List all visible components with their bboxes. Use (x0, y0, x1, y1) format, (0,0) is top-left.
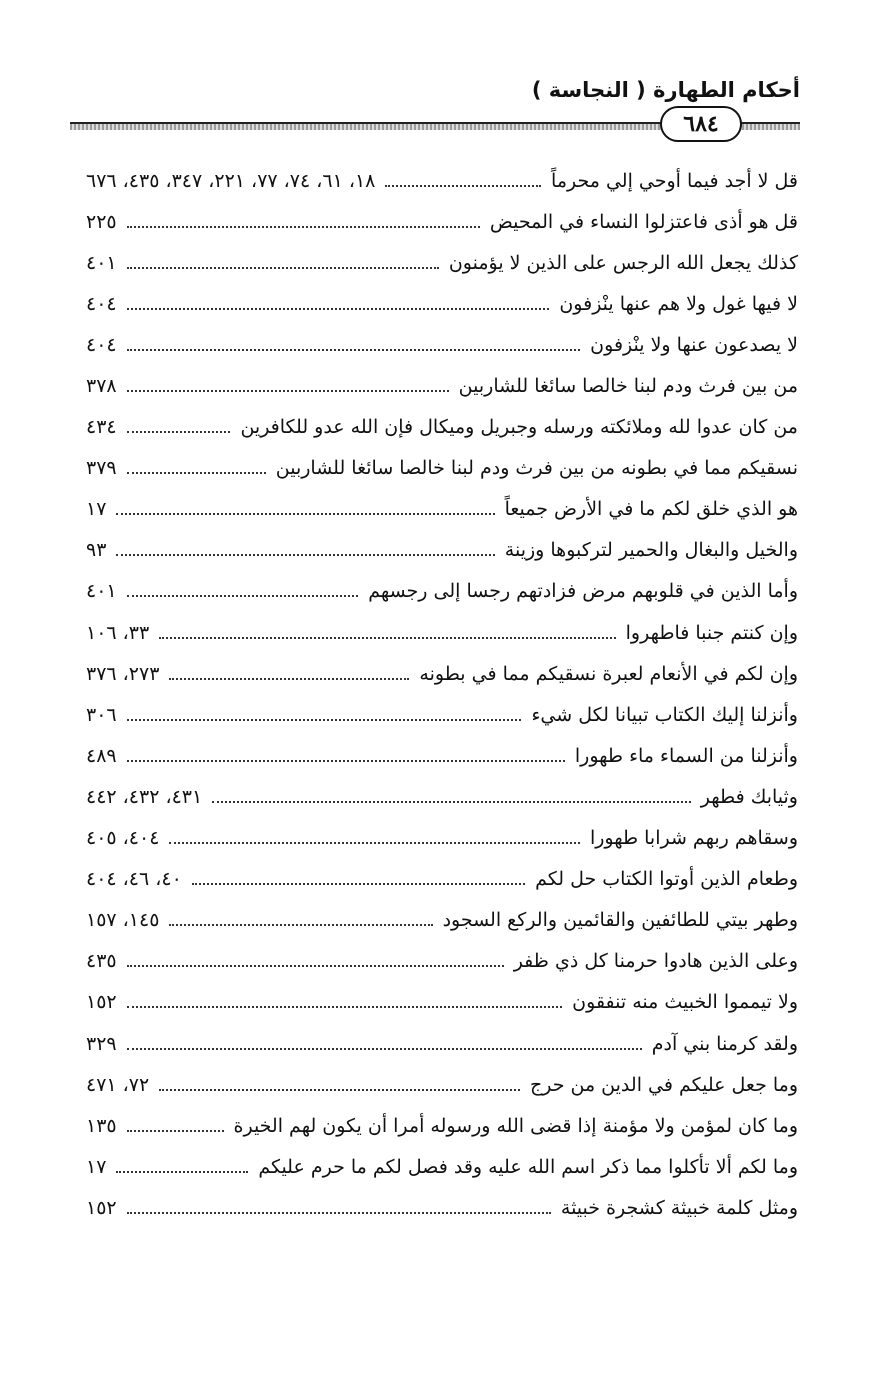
entry-verse-text: ومثل كلمة خبيثة كشجرة خبيثة (560, 1196, 798, 1219)
entry-dot-leader (127, 965, 504, 967)
entry-dot-leader (127, 595, 359, 597)
entry-page-numbers: ٤٣٤ (86, 416, 117, 439)
entry-dot-leader (116, 554, 494, 556)
index-entry (86, 694, 798, 735)
entry-page-numbers: ٤٠٤، ٤٠٥ (86, 827, 160, 850)
entry-dot-leader (127, 390, 449, 392)
entry-verse-text: كذلك يجعل الله الرجس على الذين لا يؤمنون (448, 251, 798, 274)
entry-page-numbers: ٤٠١ (86, 251, 117, 274)
index-entry (86, 1105, 798, 1146)
entry-page-numbers: ٣٧٨ (86, 375, 117, 398)
entry-verse-text: ولا تيمموا الخبيث منه تنفقون (572, 991, 798, 1014)
entry-dot-leader (127, 226, 480, 228)
entry-verse-text: وما جعل عليكم في الدين من حرج (529, 1073, 798, 1096)
entry-page-numbers: ١٤٥، ١٥٧ (86, 909, 160, 932)
entry-page-numbers: ١٣٥ (86, 1114, 117, 1137)
entry-verse-text: قل لا أجد فيما أوحي إلي محرماً (551, 169, 798, 192)
entry-verse-text: وثيابك فطهر (700, 785, 798, 808)
entry-verse-text: من كان عدوا لله وملائكته ورسله وجبريل وميكال فإن الله عدو للكافرين (240, 416, 798, 439)
entry-page-numbers: ٤٨٩ (86, 744, 117, 767)
entry-page-numbers: ١٧ (86, 498, 107, 521)
entry-page-numbers: ٤٠٤ (86, 292, 117, 315)
entry-page-numbers: ٢٧٣، ٣٧٦ (86, 662, 160, 685)
entry-dot-leader (169, 678, 409, 680)
entry-verse-text: لا فيها غول ولا هم عنها ينْزفون (559, 292, 798, 315)
entry-verse-text: وطعام الذين أوتوا الكتاب حل لكم (535, 868, 798, 891)
entry-page-numbers: ١٧ (86, 1155, 107, 1178)
entry-dot-leader (159, 637, 615, 639)
index-entry (86, 941, 798, 982)
index-entry (86, 1023, 798, 1064)
entry-page-numbers: ٤٣١، ٤٣٢، ٤٤٢ (86, 785, 203, 808)
entry-dot-leader (116, 513, 494, 515)
entry-verse-text: قل هو أذى فاعتزلوا النساء في المحيض (489, 210, 798, 233)
index-entry (86, 283, 798, 324)
index-entry (86, 818, 798, 859)
index-entry (86, 1187, 798, 1228)
entry-dot-leader (127, 1006, 563, 1008)
entry-dot-leader (127, 472, 266, 474)
index-entry (86, 365, 798, 406)
index-entry (86, 201, 798, 242)
entry-dot-leader (127, 349, 581, 351)
entry-dot-leader (127, 1048, 642, 1050)
index-entry (86, 900, 798, 941)
entry-dot-leader (127, 267, 439, 269)
entry-page-numbers: ٣٧٩ (86, 457, 117, 480)
entry-page-numbers: ٣٣، ١٠٦ (86, 621, 150, 644)
entry-verse-text: وإن لكم في الأنعام لعبرة نسقيكم مما في بطونه (419, 662, 798, 685)
index-entry (86, 407, 798, 448)
entry-page-numbers: ١٥٢ (86, 991, 117, 1014)
entry-verse-text: نسقيكم مما في بطونه من بين فرث ودم لبنا خالصا سائغا للشاربين (275, 457, 798, 480)
entry-dot-leader (212, 801, 691, 803)
index-entry (86, 242, 798, 283)
index-entry (86, 571, 798, 612)
entry-page-numbers: ٤٠، ٤٦، ٤٠٤ (86, 868, 182, 891)
entry-dot-leader (116, 1171, 248, 1173)
entry-verse-text: وسقاهم ربهم شرابا طهورا (589, 827, 798, 850)
index-entry (86, 1146, 798, 1187)
index-entry (86, 653, 798, 694)
entry-verse-text: وعلى الذين هادوا حرمنا كل ذي ظفر (513, 950, 798, 973)
index-entry (86, 324, 798, 365)
entry-verse-text: ولقد كرمنا بني آدم (651, 1032, 798, 1055)
index-entry-list (86, 160, 798, 1228)
entry-verse-text: لا يصدعون عنها ولا ينْزفون (590, 333, 798, 356)
entry-page-numbers: ١٥٢ (86, 1196, 117, 1219)
entry-page-numbers: ٢٢٥ (86, 210, 117, 233)
entry-dot-leader (127, 760, 565, 762)
entry-dot-leader (127, 308, 550, 310)
entry-page-numbers: ٧٢، ٤٧١ (86, 1073, 150, 1096)
entry-dot-leader (127, 719, 522, 721)
index-entry (86, 982, 798, 1023)
index-entry (86, 859, 798, 900)
entry-dot-leader (127, 1212, 551, 1214)
entry-verse-text: والخيل والبغال والحمير لتركبوها وزينة (504, 539, 798, 562)
entry-page-numbers: ٤٣٥ (86, 950, 117, 973)
entry-verse-text: وأنزلنا إليك الكتاب تبيانا لكل شيء (531, 703, 798, 726)
page-number: ٦٨٤ (660, 106, 742, 142)
entry-dot-leader (127, 431, 231, 433)
entry-dot-leader (192, 883, 525, 885)
entry-verse-text: وطهر بيتي للطائفين والقائمين والركع السجود (442, 909, 798, 932)
entry-verse-text: من بين فرث ودم لبنا خالصا سائغا للشاربين (458, 375, 798, 398)
book-title: أحكام الطهارة ( النجاسة ) (531, 78, 800, 102)
entry-verse-text: وما لكم ألا تأكلوا مما ذكر اسم الله عليه وقد فصل لكم ما حرم عليكم (258, 1155, 798, 1178)
entry-dot-leader (159, 1089, 520, 1091)
index-entry (86, 1064, 798, 1105)
entry-page-numbers: ٣٠٦ (86, 703, 117, 726)
entry-dot-leader (385, 185, 541, 187)
index-entry (86, 612, 798, 653)
entry-page-numbers: ٤٠١ (86, 580, 117, 603)
entry-page-numbers: ٣٢٩ (86, 1032, 117, 1055)
running-header (70, 70, 800, 140)
index-entry (86, 448, 798, 489)
index-entry (86, 735, 798, 776)
index-entry (86, 160, 798, 201)
entry-page-numbers: ١٨، ٦١، ٧٤، ٧٧، ٢٢١، ٣٤٧، ٤٣٥، ٦٧٦ (86, 169, 376, 192)
entry-verse-text: هو الذي خلق لكم ما في الأرض جميعاً (504, 498, 798, 521)
entry-dot-leader (169, 842, 580, 844)
index-entry (86, 776, 798, 817)
entry-verse-text: وما كان لمؤمن ولا مؤمنة إذا قضى الله ورسوله أمرا أن يكون لهم الخيرة (233, 1114, 798, 1137)
entry-page-numbers: ٤٠٤ (86, 333, 117, 356)
entry-verse-text: وأنزلنا من السماء ماء طهورا (574, 744, 798, 767)
entry-verse-text: وأما الذين في قلوبهم مرض فزادتهم رجسا إلى رجسهم (368, 580, 798, 603)
entry-verse-text: وإن كنتم جنبا فاطهروا (625, 621, 798, 644)
entry-dot-leader (169, 924, 432, 926)
index-entry (86, 489, 798, 530)
index-entry (86, 530, 798, 571)
entry-page-numbers: ٩٣ (86, 539, 107, 562)
entry-dot-leader (127, 1130, 224, 1132)
